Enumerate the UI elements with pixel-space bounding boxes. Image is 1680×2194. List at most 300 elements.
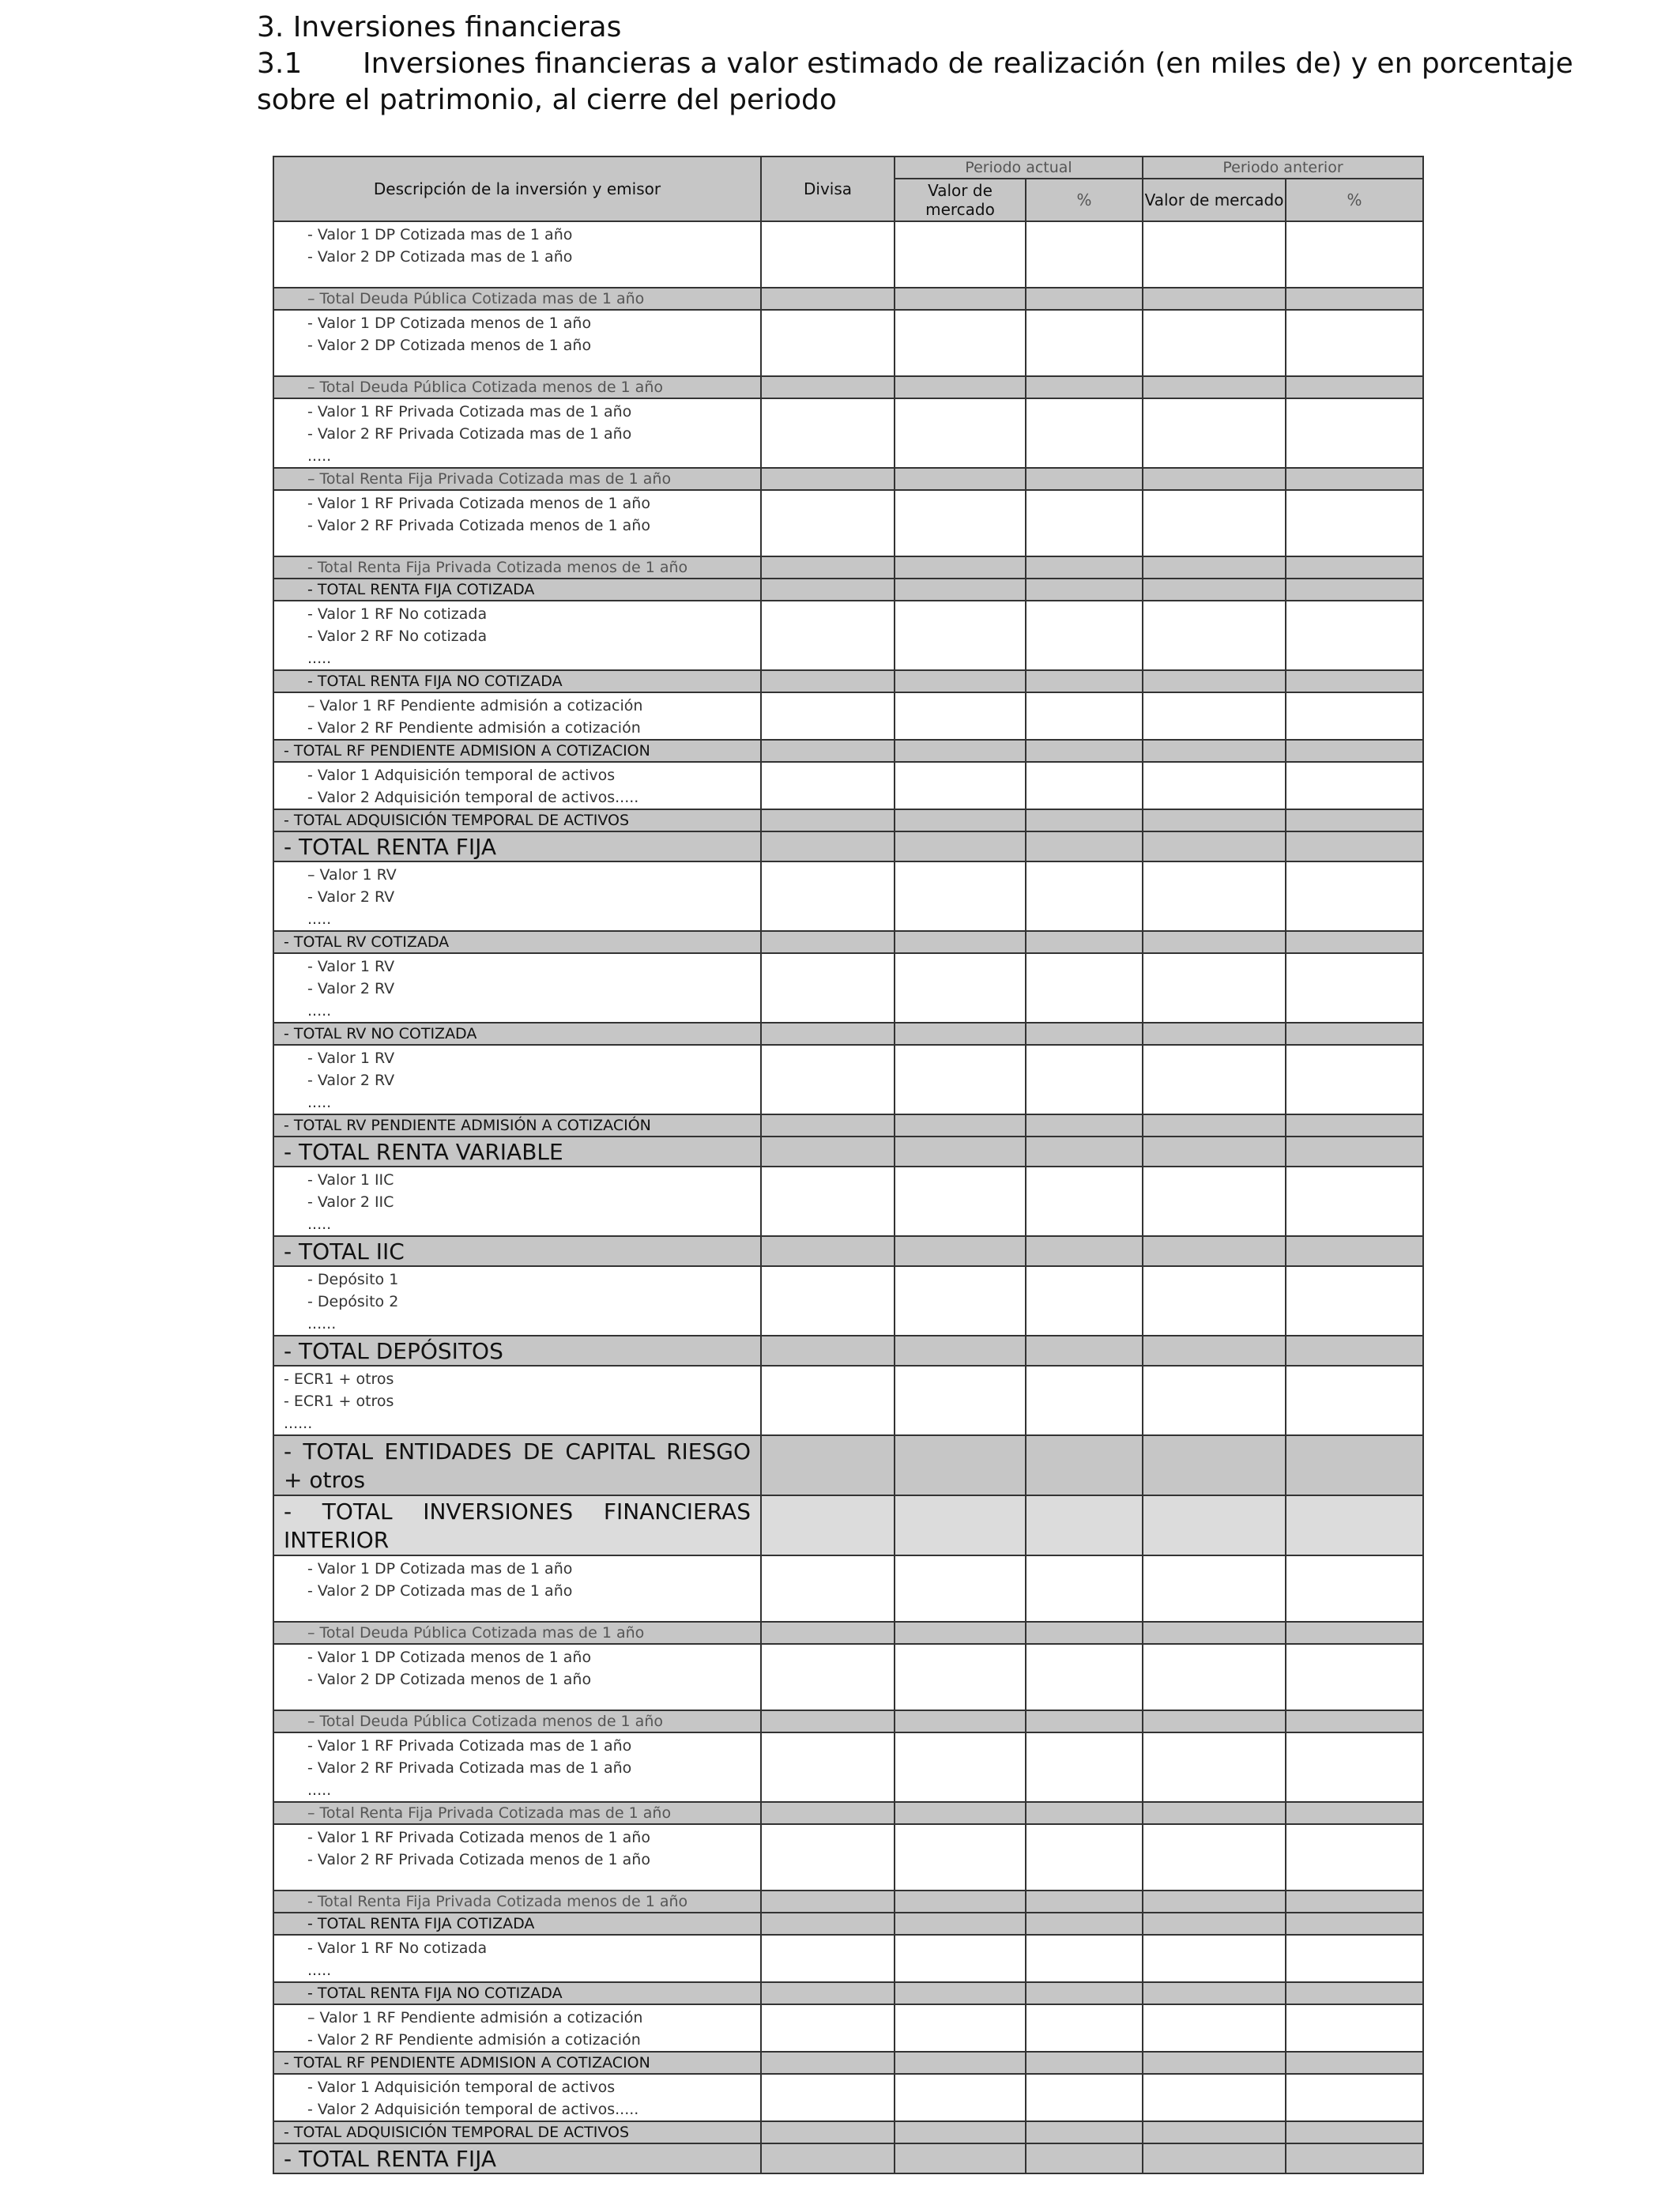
percent-current-cell xyxy=(1026,692,1143,740)
market-value-previous-cell xyxy=(1143,1435,1286,1495)
investment-line: - Valor 2 RF Pendiente admisión a cotización xyxy=(307,2031,641,2049)
percent-previous-cell xyxy=(1286,692,1423,740)
market-value-current-cell xyxy=(895,2004,1026,2052)
investment-line: ..... xyxy=(307,1094,332,1111)
currency-cell xyxy=(761,2074,895,2121)
detail-row xyxy=(273,861,1423,931)
market-value-previous-cell xyxy=(1143,762,1286,809)
percent-previous-cell xyxy=(1286,1366,1423,1435)
investment-line: - Valor 2 RF Pendiente admisión a cotización xyxy=(307,719,641,737)
percent-previous-cell xyxy=(1286,1114,1423,1137)
description-cell xyxy=(273,1366,761,1435)
total-label: – Total Renta Fija Privada Cotizada mas de 1 año xyxy=(273,1802,761,1824)
currency-cell xyxy=(761,1824,895,1891)
detail-row xyxy=(273,1555,1423,1622)
percent-current-cell xyxy=(1026,2052,1143,2074)
currency-cell xyxy=(761,288,895,310)
total-row xyxy=(273,2143,1423,2173)
market-value-previous-cell xyxy=(1143,953,1286,1023)
currency-cell xyxy=(761,831,895,861)
total-row xyxy=(273,556,1423,579)
percent-current-cell xyxy=(1026,931,1143,953)
percent-previous-cell xyxy=(1286,310,1423,376)
percent-current-cell xyxy=(1026,1137,1143,1167)
percent-current-cell xyxy=(1026,601,1143,670)
investment-line: - Depósito 1 xyxy=(307,1271,399,1288)
currency-cell xyxy=(761,2004,895,2052)
description-cell xyxy=(273,762,761,809)
investment-line: - Valor 2 RF Privada Cotizada mas de 1 año xyxy=(307,425,632,443)
percent-previous-cell xyxy=(1286,601,1423,670)
description-cell xyxy=(273,310,761,376)
percent-current-cell xyxy=(1026,1045,1143,1114)
currency-cell xyxy=(761,953,895,1023)
subsection-number: 3.1 xyxy=(257,47,303,80)
market-value-previous-cell xyxy=(1143,1891,1286,1913)
total-row xyxy=(273,809,1423,831)
total-row xyxy=(273,670,1423,692)
market-value-current-cell xyxy=(895,1236,1026,1266)
market-value-current-cell xyxy=(895,1366,1026,1435)
percent-current-cell xyxy=(1026,2121,1143,2143)
market-value-previous-cell xyxy=(1143,1913,1286,1935)
percent-previous-cell xyxy=(1286,1555,1423,1622)
currency-cell xyxy=(761,1802,895,1824)
market-value-current-cell xyxy=(895,1802,1026,1824)
investment-line: ..... xyxy=(307,910,332,928)
market-value-current-cell xyxy=(895,740,1026,762)
market-value-previous-cell xyxy=(1143,468,1286,490)
currency-cell xyxy=(761,1891,895,1913)
total-row xyxy=(273,1982,1423,2004)
market-value-previous-cell xyxy=(1143,601,1286,670)
column-header-market-value-previous: Valor de mercado xyxy=(1143,179,1286,221)
total-row xyxy=(273,1336,1423,1366)
column-header-currency: Divisa xyxy=(761,156,895,221)
description-cell xyxy=(273,2074,761,2121)
percent-current-cell xyxy=(1026,1891,1143,1913)
market-value-previous-cell xyxy=(1143,740,1286,762)
market-value-previous-cell xyxy=(1143,288,1286,310)
total-row xyxy=(273,1710,1423,1732)
market-value-previous-cell xyxy=(1143,861,1286,931)
investment-line: - Valor 2 RF Privada Cotizada menos de 1 año xyxy=(307,1851,650,1868)
market-value-previous-cell xyxy=(1143,1555,1286,1622)
market-value-previous-cell xyxy=(1143,1366,1286,1435)
percent-current-cell xyxy=(1026,809,1143,831)
percent-previous-cell xyxy=(1286,288,1423,310)
currency-cell xyxy=(761,1622,895,1644)
market-value-previous-cell xyxy=(1143,1824,1286,1891)
market-value-current-cell xyxy=(895,601,1026,670)
currency-cell xyxy=(761,809,895,831)
total-row xyxy=(273,1023,1423,1045)
market-value-current-cell xyxy=(895,1710,1026,1732)
market-value-current-cell xyxy=(895,692,1026,740)
percent-current-cell xyxy=(1026,2074,1143,2121)
currency-cell xyxy=(761,376,895,398)
percent-current-cell xyxy=(1026,1824,1143,1891)
subsection-title xyxy=(257,47,1573,80)
percent-previous-cell xyxy=(1286,1167,1423,1236)
market-value-current-cell xyxy=(895,2052,1026,2074)
investment-line: - ECR1 + otros xyxy=(284,1370,394,1388)
investment-line: - Valor 1 DP Cotizada menos de 1 año xyxy=(307,1649,592,1666)
total-label: – Total Deuda Pública Cotizada menos de 1 año xyxy=(273,376,761,398)
investment-line: ..... xyxy=(307,447,332,465)
total-row xyxy=(273,1114,1423,1137)
currency-cell xyxy=(761,556,895,579)
percent-current-cell xyxy=(1026,1644,1143,1710)
market-value-current-cell xyxy=(895,1891,1026,1913)
market-value-previous-cell xyxy=(1143,2121,1286,2143)
investment-line: - Valor 2 RF Privada Cotizada menos de 1 año xyxy=(307,517,650,534)
currency-cell xyxy=(761,468,895,490)
percent-previous-cell xyxy=(1286,670,1423,692)
percent-current-cell xyxy=(1026,1732,1143,1802)
total-label: - TOTAL ADQUISICIÓN TEMPORAL DE ACTIVOS xyxy=(273,2121,761,2143)
investment-line: - Valor 1 IIC xyxy=(307,1171,394,1189)
total-label: - TOTAL RENTA FIJA COTIZADA xyxy=(273,579,761,601)
percent-previous-cell xyxy=(1286,809,1423,831)
percent-current-cell xyxy=(1026,556,1143,579)
total-label: - TOTAL ENTIDADES DE CAPITAL RIESGO + otros xyxy=(273,1435,761,1495)
total-row xyxy=(273,2121,1423,2143)
market-value-previous-cell xyxy=(1143,221,1286,288)
percent-previous-cell xyxy=(1286,740,1423,762)
market-value-current-cell xyxy=(895,1045,1026,1114)
percent-current-cell xyxy=(1026,1366,1143,1435)
percent-current-cell xyxy=(1026,1935,1143,1982)
column-header-description: Descripción de la inversión y emisor xyxy=(273,156,761,221)
detail-row xyxy=(273,601,1423,670)
market-value-current-cell xyxy=(895,288,1026,310)
subsection-title-continuation: sobre el patrimonio, al cierre del periodo xyxy=(257,84,837,116)
market-value-current-cell xyxy=(895,1644,1026,1710)
total-label: - TOTAL RENTA FIJA COTIZADA xyxy=(273,1913,761,1935)
market-value-current-cell xyxy=(895,1336,1026,1366)
market-value-previous-cell xyxy=(1143,1023,1286,1045)
table-body xyxy=(273,221,1423,2173)
market-value-previous-cell xyxy=(1143,1732,1286,1802)
total-label: – Total Deuda Pública Cotizada mas de 1 año xyxy=(273,1622,761,1644)
percent-current-cell xyxy=(1026,1023,1143,1045)
market-value-current-cell xyxy=(895,1824,1026,1891)
market-value-current-cell xyxy=(895,2121,1026,2143)
investment-line: - Valor 1 RF Privada Cotizada mas de 1 año xyxy=(307,1737,632,1755)
total-label: - TOTAL RENTA FIJA xyxy=(273,2143,761,2173)
description-cell xyxy=(273,1167,761,1236)
currency-cell xyxy=(761,1555,895,1622)
detail-row xyxy=(273,1824,1423,1891)
currency-cell xyxy=(761,1935,895,1982)
percent-previous-cell xyxy=(1286,490,1423,556)
currency-cell xyxy=(761,931,895,953)
total-row xyxy=(273,2052,1423,2074)
description-cell xyxy=(273,1555,761,1622)
investments-table xyxy=(273,156,1424,2174)
percent-previous-cell xyxy=(1286,1802,1423,1824)
investment-line: ..... xyxy=(307,1002,332,1020)
column-header-current-period: Periodo actual xyxy=(895,156,1143,179)
currency-cell xyxy=(761,1336,895,1366)
investment-line: - Valor 2 DP Cotizada menos de 1 año xyxy=(307,337,592,354)
total-label: - TOTAL INVERSIONES FINANCIERAS INTERIOR xyxy=(273,1495,761,1555)
currency-cell xyxy=(761,740,895,762)
market-value-current-cell xyxy=(895,398,1026,468)
section-title: 3. Inversiones financieras xyxy=(257,11,622,43)
percent-previous-cell xyxy=(1286,2052,1423,2074)
total-row xyxy=(273,1891,1423,1913)
total-row xyxy=(273,1495,1423,1555)
market-value-current-cell xyxy=(895,670,1026,692)
currency-cell xyxy=(761,398,895,468)
market-value-current-cell xyxy=(895,2074,1026,2121)
investment-line: – Valor 1 RV xyxy=(307,866,397,884)
currency-cell xyxy=(761,221,895,288)
currency-cell xyxy=(761,861,895,931)
percent-previous-cell xyxy=(1286,468,1423,490)
percent-previous-cell xyxy=(1286,1891,1423,1913)
total-label: - Total Renta Fija Privada Cotizada menos de 1 año xyxy=(273,1891,761,1913)
percent-previous-cell xyxy=(1286,1913,1423,1935)
description-cell xyxy=(273,221,761,288)
investment-line: - Valor 1 RV xyxy=(307,1050,395,1067)
market-value-current-cell xyxy=(895,2143,1026,2173)
market-value-current-cell xyxy=(895,221,1026,288)
market-value-current-cell xyxy=(895,1137,1026,1167)
market-value-previous-cell xyxy=(1143,490,1286,556)
total-row xyxy=(273,1913,1423,1935)
currency-cell xyxy=(761,2143,895,2173)
percent-current-cell xyxy=(1026,398,1143,468)
investment-line: - Valor 1 DP Cotizada mas de 1 año xyxy=(307,226,573,243)
percent-previous-cell xyxy=(1286,931,1423,953)
detail-row xyxy=(273,221,1423,288)
currency-cell xyxy=(761,490,895,556)
description-cell xyxy=(273,1266,761,1336)
currency-cell xyxy=(761,1435,895,1495)
market-value-previous-cell xyxy=(1143,376,1286,398)
total-label: - TOTAL RV PENDIENTE ADMISIÓN A COTIZACIÓN xyxy=(273,1114,761,1137)
total-row xyxy=(273,1435,1423,1495)
market-value-previous-cell xyxy=(1143,1137,1286,1167)
percent-previous-cell xyxy=(1286,762,1423,809)
market-value-current-cell xyxy=(895,931,1026,953)
description-cell xyxy=(273,861,761,931)
percent-previous-cell xyxy=(1286,1644,1423,1710)
investment-line: ..... xyxy=(307,1216,332,1233)
market-value-previous-cell xyxy=(1143,1045,1286,1114)
market-value-current-cell xyxy=(895,1266,1026,1336)
currency-cell xyxy=(761,310,895,376)
total-row xyxy=(273,1802,1423,1824)
description-cell xyxy=(273,1935,761,1982)
description-cell xyxy=(273,601,761,670)
detail-row xyxy=(273,2004,1423,2052)
market-value-previous-cell xyxy=(1143,1710,1286,1732)
investment-line: - Valor 1 Adquisición temporal de activos xyxy=(307,2079,616,2096)
description-cell xyxy=(273,490,761,556)
column-header-percent-previous: % xyxy=(1286,179,1423,221)
currency-cell xyxy=(761,601,895,670)
market-value-current-cell xyxy=(895,1435,1026,1495)
percent-previous-cell xyxy=(1286,1495,1423,1555)
investment-line: ...... xyxy=(307,1315,337,1333)
percent-previous-cell xyxy=(1286,1622,1423,1644)
investment-line: - Valor 2 Adquisición temporal de activos..... xyxy=(307,789,639,806)
percent-current-cell xyxy=(1026,1710,1143,1732)
market-value-current-cell xyxy=(895,1982,1026,2004)
market-value-previous-cell xyxy=(1143,2143,1286,2173)
total-label: - TOTAL DEPÓSITOS xyxy=(273,1336,761,1366)
investment-line: - Valor 1 RF Privada Cotizada menos de 1 año xyxy=(307,495,650,512)
currency-cell xyxy=(761,1366,895,1435)
market-value-previous-cell xyxy=(1143,579,1286,601)
market-value-previous-cell xyxy=(1143,931,1286,953)
percent-current-cell xyxy=(1026,1266,1143,1336)
detail-row xyxy=(273,1935,1423,1982)
market-value-current-cell xyxy=(895,762,1026,809)
market-value-previous-cell xyxy=(1143,692,1286,740)
investment-line: - Valor 2 RV xyxy=(307,888,395,906)
total-row xyxy=(273,740,1423,762)
market-value-previous-cell xyxy=(1143,310,1286,376)
percent-previous-cell xyxy=(1286,1023,1423,1045)
percent-current-cell xyxy=(1026,1802,1143,1824)
percent-previous-cell xyxy=(1286,1336,1423,1366)
total-label: - TOTAL ADQUISICIÓN TEMPORAL DE ACTIVOS xyxy=(273,809,761,831)
total-label: - TOTAL RENTA VARIABLE xyxy=(273,1137,761,1167)
detail-row xyxy=(273,1167,1423,1236)
percent-previous-cell xyxy=(1286,579,1423,601)
percent-current-cell xyxy=(1026,468,1143,490)
description-cell xyxy=(273,1732,761,1802)
description-cell xyxy=(273,1644,761,1710)
total-label: - Total Renta Fija Privada Cotizada menos de 1 año xyxy=(273,556,761,579)
total-label: – Total Renta Fija Privada Cotizada mas de 1 año xyxy=(273,468,761,490)
percent-previous-cell xyxy=(1286,953,1423,1023)
currency-cell xyxy=(761,1023,895,1045)
market-value-previous-cell xyxy=(1143,2004,1286,2052)
market-value-current-cell xyxy=(895,1167,1026,1236)
investment-line: ..... xyxy=(307,1962,332,1979)
percent-current-cell xyxy=(1026,1435,1143,1495)
total-label: - TOTAL RENTA FIJA xyxy=(273,831,761,861)
percent-previous-cell xyxy=(1286,1732,1423,1802)
market-value-current-cell xyxy=(895,310,1026,376)
market-value-current-cell xyxy=(895,490,1026,556)
market-value-previous-cell xyxy=(1143,556,1286,579)
investment-line: - Valor 2 DP Cotizada mas de 1 año xyxy=(307,1582,573,1600)
currency-cell xyxy=(761,1710,895,1732)
market-value-previous-cell xyxy=(1143,809,1286,831)
percent-previous-cell xyxy=(1286,1236,1423,1266)
investment-line: - Valor 2 DP Cotizada mas de 1 año xyxy=(307,248,573,266)
currency-cell xyxy=(761,1732,895,1802)
percent-previous-cell xyxy=(1286,2004,1423,2052)
percent-current-cell xyxy=(1026,1495,1143,1555)
description-cell xyxy=(273,1824,761,1891)
market-value-current-cell xyxy=(895,831,1026,861)
description-cell xyxy=(273,398,761,468)
percent-current-cell xyxy=(1026,861,1143,931)
currency-cell xyxy=(761,1266,895,1336)
total-label: - TOTAL IIC xyxy=(273,1236,761,1266)
investment-line: - Valor 2 RF No cotizada xyxy=(307,628,488,645)
total-label: – Total Deuda Pública Cotizada menos de 1 año xyxy=(273,1710,761,1732)
percent-previous-cell xyxy=(1286,2121,1423,2143)
percent-current-cell xyxy=(1026,579,1143,601)
percent-current-cell xyxy=(1026,953,1143,1023)
detail-row xyxy=(273,1732,1423,1802)
market-value-previous-cell xyxy=(1143,1495,1286,1555)
investment-line: ..... xyxy=(307,1781,332,1799)
description-cell xyxy=(273,692,761,740)
percent-previous-cell xyxy=(1286,1935,1423,1982)
percent-previous-cell xyxy=(1286,1435,1423,1495)
currency-cell xyxy=(761,1644,895,1710)
investment-line: - Valor 1 Adquisición temporal de activos xyxy=(307,767,616,784)
detail-row xyxy=(273,1644,1423,1710)
market-value-current-cell xyxy=(895,579,1026,601)
market-value-previous-cell xyxy=(1143,1935,1286,1982)
currency-cell xyxy=(761,579,895,601)
investment-line: - Valor 1 RV xyxy=(307,958,395,975)
market-value-current-cell xyxy=(895,953,1026,1023)
market-value-current-cell xyxy=(895,809,1026,831)
description-cell xyxy=(273,2004,761,2052)
market-value-previous-cell xyxy=(1143,1622,1286,1644)
total-label: – Total Deuda Pública Cotizada mas de 1 año xyxy=(273,288,761,310)
percent-current-cell xyxy=(1026,310,1143,376)
percent-previous-cell xyxy=(1286,556,1423,579)
percent-current-cell xyxy=(1026,1114,1143,1137)
percent-current-cell xyxy=(1026,1913,1143,1935)
percent-current-cell xyxy=(1026,221,1143,288)
market-value-current-cell xyxy=(895,1913,1026,1935)
market-value-current-cell xyxy=(895,1732,1026,1802)
investment-line: - ECR1 + otros xyxy=(284,1393,394,1410)
investment-line: - Valor 2 RV xyxy=(307,980,395,997)
percent-previous-cell xyxy=(1286,2074,1423,2121)
percent-previous-cell xyxy=(1286,1137,1423,1167)
currency-cell xyxy=(761,1045,895,1114)
market-value-current-cell xyxy=(895,1023,1026,1045)
market-value-previous-cell xyxy=(1143,1114,1286,1137)
percent-current-cell xyxy=(1026,2143,1143,2173)
currency-cell xyxy=(761,2121,895,2143)
detail-row xyxy=(273,310,1423,376)
total-row xyxy=(273,468,1423,490)
market-value-previous-cell xyxy=(1143,1236,1286,1266)
percent-previous-cell xyxy=(1286,1045,1423,1114)
investment-line: ..... xyxy=(307,650,332,667)
detail-row xyxy=(273,1366,1423,1435)
currency-cell xyxy=(761,1495,895,1555)
percent-current-cell xyxy=(1026,288,1143,310)
percent-current-cell xyxy=(1026,1555,1143,1622)
percent-current-cell xyxy=(1026,1336,1143,1366)
column-header-percent-current: % xyxy=(1026,179,1143,221)
total-label: - TOTAL RV NO COTIZADA xyxy=(273,1023,761,1045)
percent-previous-cell xyxy=(1286,1824,1423,1891)
detail-row xyxy=(273,692,1423,740)
percent-current-cell xyxy=(1026,762,1143,809)
total-row xyxy=(273,831,1423,861)
market-value-current-cell xyxy=(895,1495,1026,1555)
investment-line: - Valor 1 RF Privada Cotizada menos de 1 año xyxy=(307,1829,650,1846)
